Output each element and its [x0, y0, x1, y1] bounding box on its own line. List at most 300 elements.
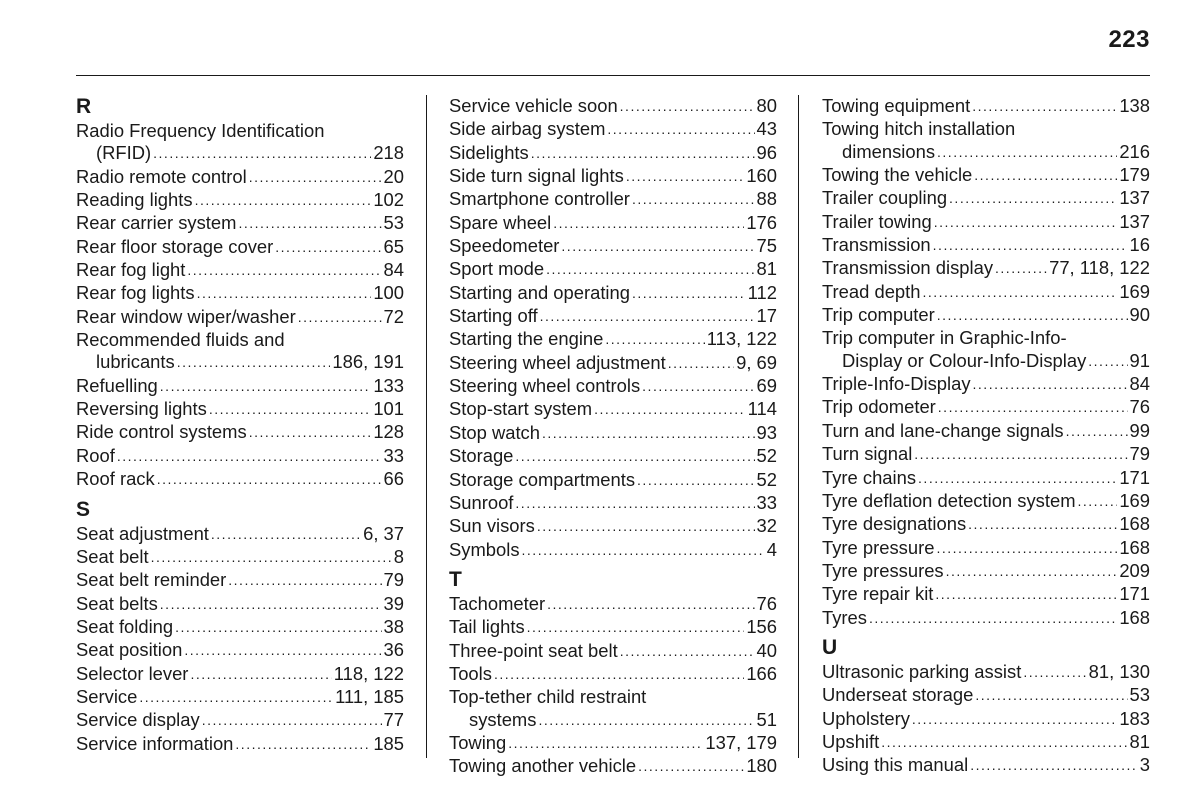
index-entry	[76, 639, 404, 662]
dot-leader	[1088, 350, 1127, 372]
page-reference: 51	[756, 708, 777, 730]
dot-leader	[522, 539, 765, 561]
index-entry	[822, 513, 1150, 536]
index-entry	[449, 212, 777, 235]
index-entry	[822, 187, 1150, 210]
index-term: Service	[76, 685, 138, 707]
page-reference: 38	[383, 615, 404, 637]
dot-leader	[494, 663, 744, 685]
dot-leader	[527, 616, 745, 638]
index-term: Trip computer	[822, 304, 935, 326]
dot-leader	[249, 421, 372, 443]
index-entry	[449, 165, 777, 188]
index-term: Display or Colour-Info-Display	[842, 349, 1087, 371]
index-term: Starting the engine	[449, 328, 604, 350]
index-entry	[449, 469, 777, 492]
index-entry	[449, 492, 777, 515]
index-entry	[449, 352, 777, 375]
page-reference: 171	[1119, 466, 1150, 488]
index-entry	[449, 282, 777, 305]
index-entry	[822, 164, 1150, 187]
dot-leader	[968, 513, 1117, 535]
index-term: Towing	[449, 731, 507, 753]
index-entry	[449, 640, 777, 663]
index-term: Tyre pressures	[822, 559, 944, 581]
section-letter: T	[449, 567, 462, 591]
index-entry	[76, 212, 404, 235]
index-entry	[76, 421, 404, 444]
index-term: Using this manual	[822, 754, 969, 776]
page-reference: 183	[1119, 707, 1150, 729]
index-column-3	[822, 95, 1150, 778]
index-entry	[449, 188, 777, 211]
index-term: Turn signal	[822, 443, 913, 465]
index-entry	[449, 616, 777, 639]
index-term: Trip odometer	[822, 396, 936, 418]
index-entry	[822, 661, 1150, 684]
index-entry	[449, 755, 777, 778]
dot-leader	[139, 686, 333, 708]
page-reference: 113, 122	[706, 328, 777, 350]
index-entry	[449, 235, 777, 258]
index-entry	[822, 420, 1150, 443]
dot-leader	[540, 305, 755, 327]
index-term: Selector lever	[76, 662, 189, 684]
dot-leader	[918, 467, 1117, 489]
section-letter: R	[76, 95, 92, 118]
index-term: Rear carrier system	[76, 212, 237, 234]
dot-leader	[177, 351, 331, 373]
index-entry	[76, 329, 404, 375]
index-entry	[76, 663, 404, 686]
index-entry	[449, 663, 777, 686]
index-term: Radio remote control	[76, 165, 247, 187]
column-divider-2	[798, 95, 799, 758]
page-reference: 101	[373, 398, 404, 420]
index-entry	[822, 443, 1150, 466]
dot-leader	[638, 755, 744, 777]
index-entry	[76, 686, 404, 709]
index-entry	[76, 468, 404, 491]
dot-leader	[975, 684, 1127, 706]
index-term: Sidelights	[449, 141, 529, 163]
page-reference: 88	[756, 188, 777, 210]
index-term: Underseat storage	[822, 684, 974, 706]
page-reference: 166	[746, 662, 777, 684]
index-entry	[822, 373, 1150, 396]
page-reference: 112	[747, 281, 777, 303]
index-term: Tyre repair kit	[822, 583, 934, 605]
index-term: Speedometer	[449, 235, 560, 257]
page-reference: 91	[1129, 349, 1150, 371]
index-entry	[449, 539, 777, 562]
page-reference: 53	[383, 212, 404, 234]
dot-leader	[972, 95, 1117, 117]
dot-leader	[184, 639, 381, 661]
index-entry	[449, 375, 777, 398]
page-reference: 111, 185	[335, 685, 404, 707]
page-reference: 72	[383, 305, 404, 327]
dot-leader	[298, 306, 382, 328]
index-term: Towing hitch installation	[822, 118, 1016, 140]
index-term: Side airbag system	[449, 118, 606, 140]
index-term: Towing the vehicle	[822, 164, 973, 186]
page-reference: 40	[756, 639, 777, 661]
page-reference: 69	[756, 375, 777, 397]
page-reference: 185	[373, 732, 404, 754]
dot-leader	[946, 560, 1118, 582]
dot-leader	[187, 259, 381, 281]
index-term: Tail lights	[449, 616, 525, 638]
index-term: Seat belt reminder	[76, 569, 227, 591]
index-entry	[822, 281, 1150, 304]
page-reference: 99	[1129, 419, 1150, 441]
dot-leader	[605, 328, 704, 350]
dot-leader	[934, 211, 1118, 233]
page-reference: 8	[393, 545, 404, 567]
index-entry	[76, 523, 404, 546]
index-entry	[449, 515, 777, 538]
index-term: Storage	[449, 445, 514, 467]
index-term: Roof	[76, 444, 115, 466]
dot-leader	[117, 445, 382, 467]
dot-leader	[607, 118, 754, 140]
page-reference: 77, 118, 122	[1049, 257, 1150, 279]
dot-leader	[197, 282, 372, 304]
index-entry	[76, 616, 404, 639]
page-reference: 32	[756, 515, 777, 537]
index-term: Ride control systems	[76, 421, 247, 443]
index-term: Top-tether child restraint	[449, 686, 647, 708]
index-entry	[449, 142, 777, 165]
page-reference: 52	[756, 468, 777, 490]
page-reference: 137	[1119, 187, 1150, 209]
dot-leader	[190, 663, 331, 685]
index-term: Tyre designations	[822, 513, 967, 535]
index-term: Seat belts	[76, 592, 158, 614]
index-term: Spare wheel	[449, 211, 552, 233]
page-reference: 90	[1129, 304, 1150, 326]
page-reference: 176	[746, 211, 777, 233]
page-reference: 6, 37	[363, 522, 404, 544]
dot-leader	[515, 492, 754, 514]
page-reference: 179	[1119, 164, 1150, 186]
index-term: Tyre deflation detection system	[822, 489, 1076, 511]
index-term: Triple-Info-Display	[822, 373, 971, 395]
dot-leader	[632, 282, 746, 304]
dot-leader	[632, 188, 755, 210]
index-entry	[76, 189, 404, 212]
page-reference: 160	[746, 165, 777, 187]
dot-leader	[620, 640, 755, 662]
index-entry	[76, 375, 404, 398]
index-term: Roof rack	[76, 468, 155, 490]
index-entry	[449, 422, 777, 445]
index-column-1	[76, 95, 404, 756]
dot-leader	[914, 443, 1127, 465]
page-reference: 84	[383, 259, 404, 281]
dot-leader	[542, 422, 755, 444]
index-entry	[76, 445, 404, 468]
index-term: Rear fog lights	[76, 282, 195, 304]
index-entry	[822, 234, 1150, 257]
index-term: dimensions	[842, 140, 936, 162]
dot-leader	[973, 373, 1128, 395]
page-reference: 209	[1119, 559, 1150, 581]
page-reference: 168	[1119, 606, 1150, 628]
dot-leader	[553, 212, 744, 234]
page-reference: 65	[383, 235, 404, 257]
index-term: Recommended fluids and	[76, 329, 285, 351]
dot-leader	[620, 95, 755, 117]
index-term: Turn and lane-change signals	[822, 419, 1064, 441]
index-term: Steering wheel controls	[449, 375, 641, 397]
dot-leader	[249, 166, 382, 188]
page-reference: 168	[1119, 536, 1150, 558]
dot-leader	[995, 257, 1047, 279]
index-entry	[76, 282, 404, 305]
dot-leader	[626, 165, 745, 187]
index-term: Seat position	[76, 639, 183, 661]
index-entry	[449, 328, 777, 351]
index-entry	[822, 583, 1150, 606]
dot-leader	[157, 468, 382, 490]
index-term: Towing another vehicle	[449, 755, 637, 777]
index-term: Tyres	[822, 606, 867, 628]
dot-leader	[923, 281, 1118, 303]
index-entry	[449, 445, 777, 468]
dot-leader	[970, 754, 1138, 776]
index-term: Symbols	[449, 538, 520, 560]
dot-leader	[1066, 420, 1128, 442]
index-entry	[76, 733, 404, 756]
page-reference: 138	[1119, 95, 1150, 116]
index-term: lubricants	[96, 351, 175, 373]
index-entry	[76, 120, 404, 166]
dot-leader	[531, 142, 755, 164]
index-entry	[822, 731, 1150, 754]
index-term: Upshift	[822, 730, 880, 752]
page-reference: 156	[746, 616, 777, 638]
page-reference: 43	[756, 118, 777, 140]
page-reference: 137, 179	[705, 731, 777, 753]
index-term: Tachometer	[449, 592, 546, 614]
page-reference: 218	[373, 142, 404, 164]
index-term: Transmission	[822, 234, 931, 256]
column-divider-1	[426, 95, 427, 758]
index-term: Sunroof	[449, 491, 514, 513]
index-entry	[822, 211, 1150, 234]
index-entry	[822, 490, 1150, 513]
page-reference: 39	[383, 592, 404, 614]
dot-leader	[508, 732, 703, 754]
page-reference: 79	[383, 569, 404, 591]
index-term: Reading lights	[76, 189, 193, 211]
index-term: Tyre pressure	[822, 536, 935, 558]
index-term: Ultrasonic parking assist	[822, 660, 1022, 682]
page-reference: 77	[383, 709, 404, 731]
dot-leader	[1023, 661, 1086, 683]
index-term: Starting and operating	[449, 281, 630, 303]
page-reference: 20	[383, 165, 404, 187]
index-term: Starting off	[449, 305, 538, 327]
section-letter: S	[76, 497, 91, 521]
dot-leader	[938, 396, 1128, 418]
index-entry	[76, 306, 404, 329]
index-entry	[449, 398, 777, 421]
dot-leader	[933, 234, 1128, 256]
dot-leader	[515, 445, 754, 467]
dot-leader	[151, 546, 392, 568]
index-term: Seat adjustment	[76, 522, 209, 544]
dot-leader	[546, 258, 754, 280]
index-term: Stop watch	[449, 421, 540, 443]
page-reference: 81	[756, 258, 777, 280]
index-term: Tools	[449, 662, 492, 684]
page-reference: 100	[373, 282, 404, 304]
page-reference: 81	[1129, 730, 1150, 752]
page-reference: 96	[756, 141, 777, 163]
page-reference: 171	[1119, 583, 1150, 605]
index-entry	[822, 607, 1150, 630]
dot-leader	[228, 569, 381, 591]
index-term: Rear fog light	[76, 259, 186, 281]
index-term: Reversing lights	[76, 398, 207, 420]
index-entry	[822, 304, 1150, 327]
dot-leader	[153, 142, 371, 164]
index-term: Service information	[76, 732, 234, 754]
dot-leader	[1078, 490, 1118, 512]
page-reference: 216	[1119, 140, 1150, 162]
index-term: Tread depth	[822, 280, 921, 302]
dot-leader	[202, 709, 382, 731]
index-entry	[449, 258, 777, 281]
page-reference: 79	[1129, 443, 1150, 465]
index-term: Trip computer in Graphic-Info-	[822, 327, 1067, 349]
index-entry	[822, 684, 1150, 707]
index-term: Three-point seat belt	[449, 639, 618, 661]
page-reference: 114	[747, 398, 777, 420]
index-entry	[822, 754, 1150, 777]
index-term: Upholstery	[822, 707, 910, 729]
index-entry	[76, 259, 404, 282]
page-reference: 128	[373, 421, 404, 443]
page-reference: 84	[1129, 373, 1150, 395]
page-reference: 17	[756, 305, 777, 327]
index-term: Towing equipment	[822, 95, 971, 116]
dot-leader	[538, 709, 754, 731]
index-term: Radio Frequency Identification	[76, 120, 325, 141]
page-reference: 133	[373, 374, 404, 396]
index-term: Transmission display	[822, 257, 994, 279]
index-term: Trailer coupling	[822, 187, 948, 209]
dot-leader	[537, 515, 755, 537]
index-entry	[449, 732, 777, 755]
index-term: systems	[469, 708, 537, 730]
dot-leader	[160, 593, 382, 615]
page-reference: 180	[746, 755, 777, 777]
page-reference: 102	[373, 189, 404, 211]
dot-leader	[937, 304, 1128, 326]
index-term: Trailer towing	[822, 210, 932, 232]
index-entry	[822, 467, 1150, 490]
dot-leader	[912, 708, 1117, 730]
index-term: Stop-start system	[449, 398, 593, 420]
section-letter: U	[822, 635, 838, 659]
dot-leader	[949, 187, 1117, 209]
index-entry	[449, 686, 777, 732]
index-entry	[76, 398, 404, 421]
dot-leader	[235, 733, 371, 755]
dot-leader	[881, 731, 1127, 753]
page-reference: 33	[383, 444, 404, 466]
dot-leader	[637, 469, 754, 491]
page-reference: 76	[1129, 396, 1150, 418]
page-reference: 16	[1129, 234, 1150, 256]
page-reference: 186, 191	[332, 351, 404, 373]
index-entry	[76, 569, 404, 592]
index-term: Rear floor storage cover	[76, 235, 274, 257]
page-reference: 81, 130	[1088, 660, 1150, 682]
index-entry	[822, 118, 1150, 164]
dot-leader	[937, 141, 1117, 163]
index-term: Steering wheel adjustment	[449, 351, 666, 373]
index-entry	[822, 537, 1150, 560]
page-reference: 169	[1119, 280, 1150, 302]
page-reference: 169	[1119, 489, 1150, 511]
index-term: Service vehicle soon	[449, 95, 618, 116]
dot-leader	[238, 212, 381, 234]
index-entry	[449, 118, 777, 141]
index-term: Sun visors	[449, 515, 535, 537]
index-term: (RFID)	[96, 142, 152, 164]
index-term: Sport mode	[449, 258, 545, 280]
index-entry	[822, 396, 1150, 419]
index-term: Service display	[76, 709, 200, 731]
header-rule	[76, 75, 1150, 76]
dot-leader	[211, 523, 361, 545]
index-entry	[76, 593, 404, 616]
page-reference: 66	[383, 468, 404, 490]
dot-leader	[160, 375, 372, 397]
page-reference: 36	[383, 639, 404, 661]
page-reference: 52	[756, 445, 777, 467]
index-term: Smartphone controller	[449, 188, 630, 210]
page-reference: 3	[1139, 754, 1150, 776]
index-term: Tyre chains	[822, 466, 917, 488]
page-reference: 4	[766, 538, 777, 560]
index-entry	[822, 708, 1150, 731]
page-number: 223	[1108, 26, 1150, 53]
index-entry	[449, 305, 777, 328]
index-entry	[822, 257, 1150, 280]
index-term: Refuelling	[76, 374, 158, 396]
index-term: Seat belt	[76, 545, 149, 567]
index-term: Side turn signal lights	[449, 165, 624, 187]
index-column-2	[449, 95, 777, 779]
page-reference: 53	[1129, 684, 1150, 706]
dot-leader	[175, 616, 381, 638]
dot-leader	[668, 352, 734, 374]
dot-leader	[642, 375, 754, 397]
dot-leader	[936, 537, 1117, 559]
index-entry	[822, 327, 1150, 373]
index-entry	[822, 560, 1150, 583]
page-reference: 137	[1119, 210, 1150, 232]
index-entry	[822, 95, 1150, 118]
index-entry	[76, 546, 404, 569]
page-reference: 33	[756, 491, 777, 513]
